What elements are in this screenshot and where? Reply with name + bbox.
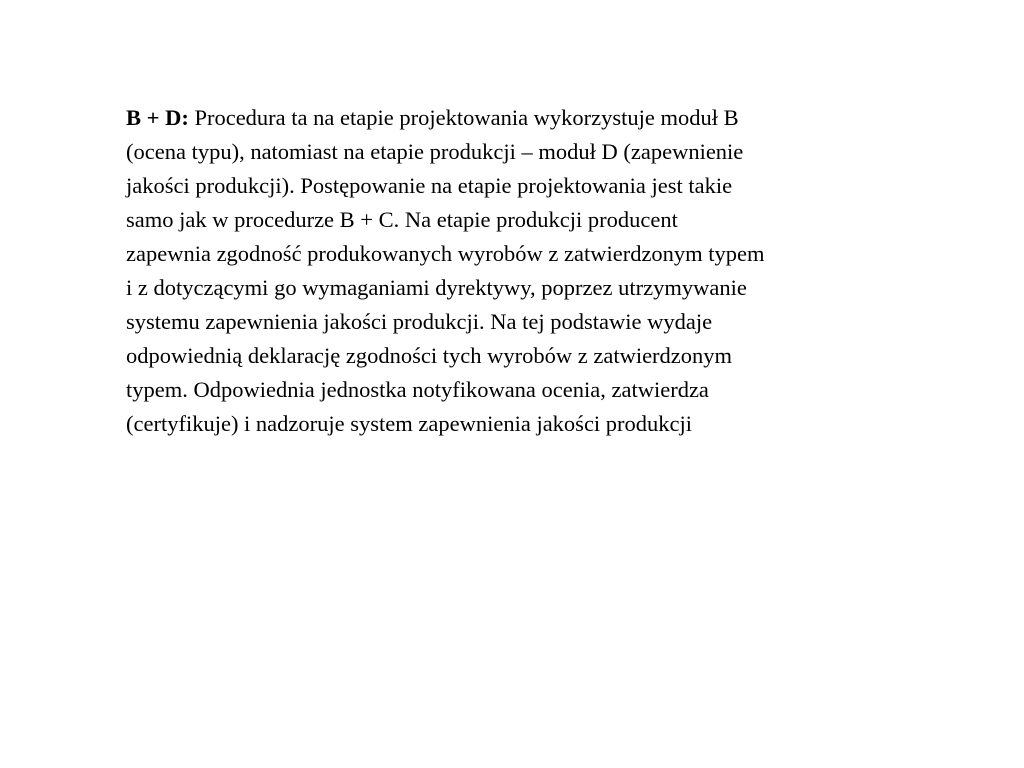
- text-line-1-body: Procedura ta na etapie projektowania wykorzystuje moduł B: [188, 105, 739, 130]
- text-line-4: samo jak w procedurze B + C. Na etapie produkcji producent: [126, 207, 678, 232]
- text-line-6: i z dotyczącymi go wymaganiami dyrektywy, poprzez utrzymywanie: [126, 275, 747, 300]
- text-line-2: (ocena typu), natomiast na etapie produkcji – moduł D (zapewnienie: [126, 139, 744, 164]
- text-line-1: [126, 101, 956, 135]
- text-line-7: systemu zapewnienia jakości produkcji. Na tej podstawie wydaje: [126, 309, 713, 334]
- text-line-9: typem. Odpowiednia jednostka notyfikowana ocenia, zatwierdza: [126, 377, 709, 402]
- text-line-3: jakości produkcji). Postępowanie na etapie projektowania jest takie: [126, 173, 733, 198]
- text-line-5: zapewnia zgodność produkowanych wyrobów z zatwierdzonym typem: [126, 241, 765, 266]
- text-line-8: odpowiednią deklarację zgodności tych wyrobów z zatwierdzonym: [126, 343, 733, 368]
- procedure-heading: B + D:: [126, 105, 189, 130]
- text-line-10: (certyfikuje) i nadzoruje system zapewnienia jakości produkcji: [126, 411, 693, 436]
- procedure-description: [126, 101, 956, 441]
